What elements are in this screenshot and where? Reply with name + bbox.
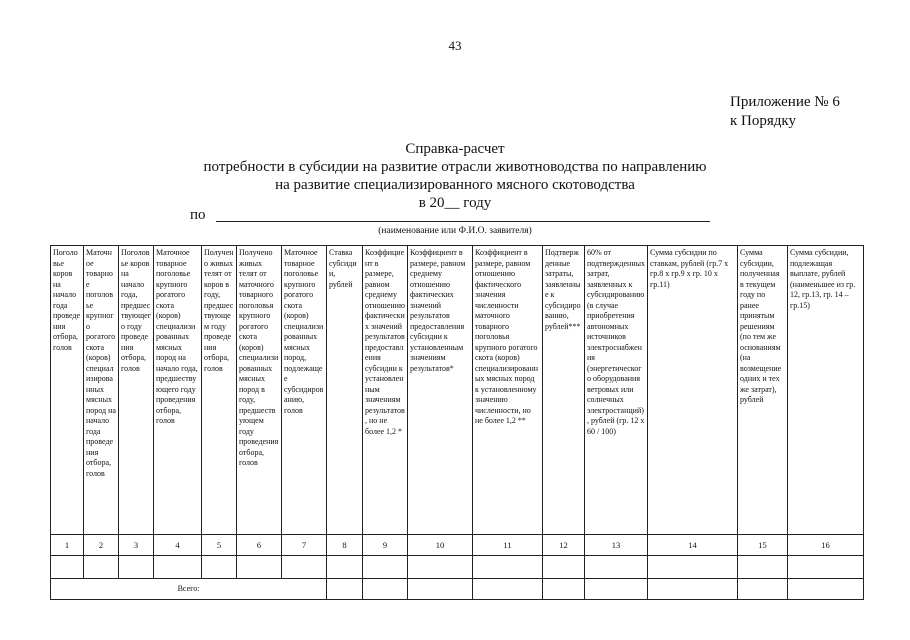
table-cell bbox=[154, 556, 202, 579]
column-number: 5 bbox=[202, 535, 237, 556]
table-cell bbox=[738, 556, 788, 579]
title-line-1: Справка-расчет bbox=[405, 141, 505, 157]
column-header: Маточное товарное поголовье крупного рогатого скота (коров) специализированных мясных пород на начало года, предшествующего году проведения отбора, голов bbox=[154, 246, 202, 535]
table-cell bbox=[788, 556, 864, 579]
column-number: 6 bbox=[237, 535, 282, 556]
column-header: Получено живых телят от маточного товарного поголовья крупного рогатого скота (коров) специализированных мясных пород в году, предшествующем году проведения отбора, голов bbox=[237, 246, 282, 535]
table-cell bbox=[648, 556, 738, 579]
column-number: 10 bbox=[408, 535, 473, 556]
column-header: Поголовье коров на начало года проведения отбора, голов bbox=[51, 246, 84, 535]
column-number: 11 bbox=[473, 535, 543, 556]
table-cell bbox=[282, 556, 327, 579]
column-number: 16 bbox=[788, 535, 864, 556]
table-cell bbox=[408, 579, 473, 600]
column-number: 3 bbox=[119, 535, 154, 556]
column-header: Получено живых телят от коров в году, предшествующем году проведения отбора, голов bbox=[202, 246, 237, 535]
column-header: Сумма субсидии, полученная в текущем году по ранее принятым решениям (по тем же основаниям (на возмещение одних и тех же затрат), рублей bbox=[738, 246, 788, 535]
column-number: 8 bbox=[327, 535, 363, 556]
column-number: 12 bbox=[543, 535, 585, 556]
applicant-line bbox=[190, 206, 710, 224]
column-number: 1 bbox=[51, 535, 84, 556]
column-header: Коэффициент в размере, равном среднему отношению фактических значений результатов предоставления субсидии к установленным значениям результатов, но не более 1,2 * bbox=[363, 246, 408, 535]
data-row bbox=[51, 556, 864, 579]
column-number: 4 bbox=[154, 535, 202, 556]
total-row bbox=[51, 579, 864, 600]
table-cell bbox=[363, 579, 408, 600]
table-cell bbox=[788, 579, 864, 600]
column-number: 14 bbox=[648, 535, 738, 556]
column-header: Сумма субсидии по ставкам, рублей (гр.7 х гр.8 х гр.9 х гр. 10 х гр.11) bbox=[648, 246, 738, 535]
table-cell bbox=[543, 579, 585, 600]
table-cell bbox=[585, 579, 648, 600]
column-header: Маточное товарное поголовье крупного рогатого скота (коров) специализированных мясных пород, подлежащее субсидированию, голов bbox=[282, 246, 327, 535]
column-header: Подтвержденные затраты, заявленные к субсидированию, рублей*** bbox=[543, 246, 585, 535]
column-header: Коэффициент в размере, равном отношению фактического значения численности маточного товарного поголовья крупного рогатого скота (коров) специализированных мясных пород к установленному значению численности, но не более 1,2 ** bbox=[473, 246, 543, 535]
title-line-3: на развитие специализированного мясного скотоводства bbox=[275, 177, 635, 193]
column-number: 7 bbox=[282, 535, 327, 556]
table-cell bbox=[473, 556, 543, 579]
column-number-row bbox=[51, 535, 864, 556]
applicant-caption: (наименование или Ф.И.О. заявителя) bbox=[378, 226, 532, 236]
column-number: 13 bbox=[585, 535, 648, 556]
title-line-4: в 20__ году bbox=[418, 195, 492, 211]
column-header: Ставка субсидии, рублей bbox=[327, 246, 363, 535]
column-header: Маточное товарное поголовье крупного рогатого скота (коров) специализированных мясных пород на начало года проведения отбора, голов bbox=[84, 246, 119, 535]
applicant-blank-line bbox=[216, 221, 710, 222]
table-cell bbox=[51, 556, 84, 579]
table-cell bbox=[473, 579, 543, 600]
table-cell bbox=[84, 556, 119, 579]
column-header: Сумма субсидии, подлежащая выплате, рублей (наименьшее из гр. 12, гр.13, гр. 14 – гр.15) bbox=[788, 246, 864, 535]
title-line-2: потребности в субсидии на развитие отрасли животноводства по направлению bbox=[203, 159, 707, 175]
column-header: 60% от подтвержденных затрат, заявленных к субсидированию (в случае приобретения автономных источников электроснабжения (энергетического оборудования ветровых или солнечных электростанций), рублей (гр. 12 х 60 / 100) bbox=[585, 246, 648, 535]
table-cell bbox=[738, 579, 788, 600]
table-cell bbox=[408, 556, 473, 579]
document-title bbox=[150, 140, 760, 212]
table-cell bbox=[648, 579, 738, 600]
table-cell bbox=[585, 556, 648, 579]
table-cell bbox=[543, 556, 585, 579]
calculation-table bbox=[50, 245, 864, 600]
column-number: 9 bbox=[363, 535, 408, 556]
table-cell bbox=[327, 579, 363, 600]
table-cell bbox=[119, 556, 154, 579]
page-number: 43 bbox=[448, 38, 462, 53]
appendix-line-1: Приложение № 6 bbox=[730, 94, 840, 110]
column-number: 2 bbox=[84, 535, 119, 556]
appendix-reference bbox=[730, 93, 840, 131]
header-row bbox=[51, 246, 864, 535]
table-cell bbox=[363, 556, 408, 579]
table-cell bbox=[237, 556, 282, 579]
column-header: Коэффициент в размере, равном среднему отношению фактических значений результатов предоставления субсидии к установленным значениям результатов* bbox=[408, 246, 473, 535]
applicant-label: по bbox=[190, 207, 206, 223]
table-cell bbox=[327, 556, 363, 579]
column-number: 15 bbox=[738, 535, 788, 556]
table-cell bbox=[202, 556, 237, 579]
column-header: Поголовье коров на начало года, предшествующего году проведения отбора, голов bbox=[119, 246, 154, 535]
appendix-line-2: к Порядку bbox=[730, 113, 796, 129]
total-label: Всего: bbox=[51, 579, 327, 600]
